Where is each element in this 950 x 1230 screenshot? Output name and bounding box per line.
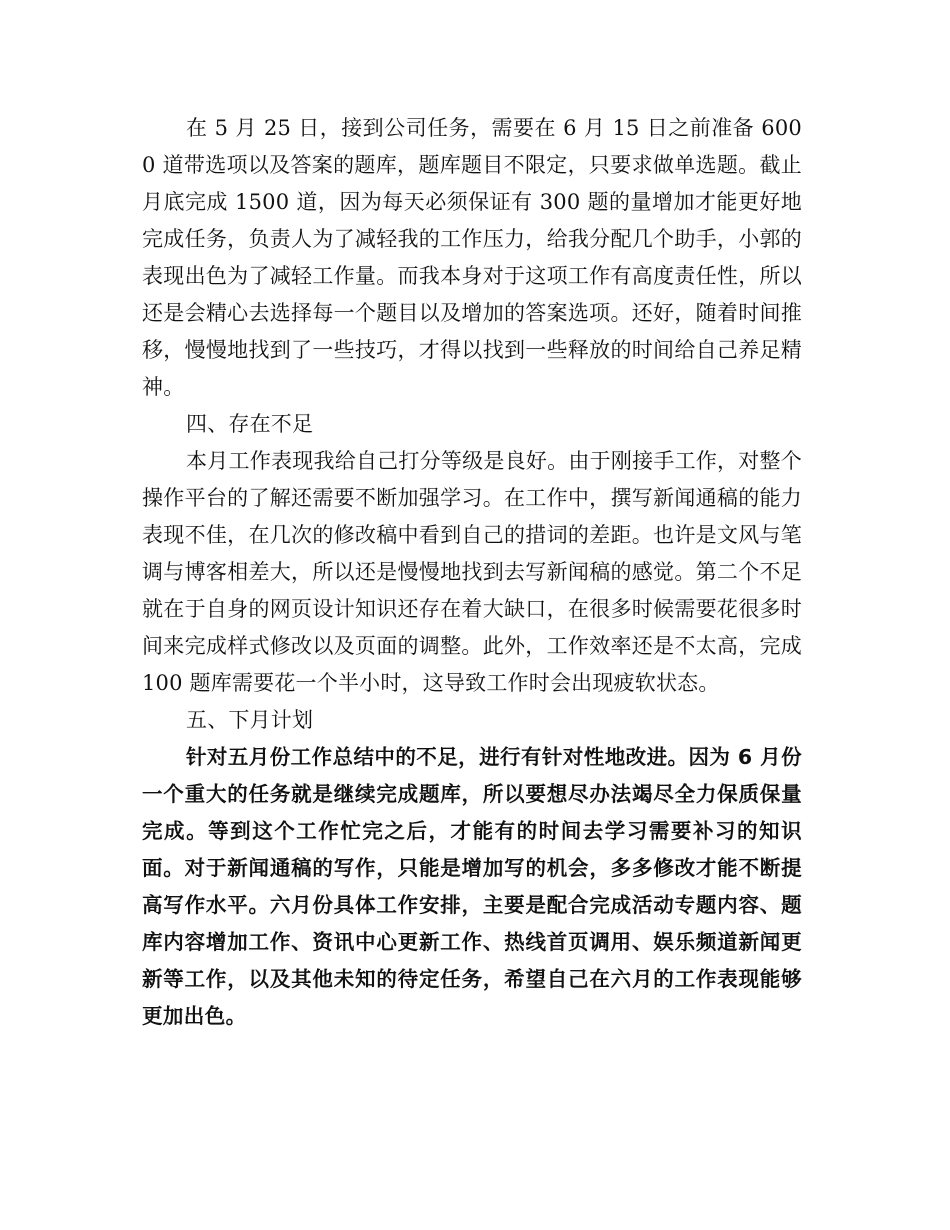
section-heading-shortcomings: 四、存在不足 (186, 412, 314, 436)
paragraph-task-progress: 在 5 月 25 日，接到公司任务，需要在 6 月 15 日之前准备 6000 道带选项以及答案的题库，题库题目不限定，只要求做单选题。截止月底完成 1500 道，因为每天必须保证有 300 题的量增加才能更好地完成任务，负责人为了减轻我的工作压力，给我分配几个助手，小郭的表现出色为了减轻工作量。而我本身对于这项工作有高度责任性，所以还是会精心去选择每一个题目以及增加的答案选项。还好，随着时间推移，慢慢地找到了一些技巧，才得以找到一些释放的时间给自己养足精神。 (142, 116, 802, 399)
paragraph-shortcomings: 本月工作表现我给自己打分等级是良好。由于刚接手工作，对整个操作平台的了解还需要不断加强学习。在工作中，撰写新闻通稿的能力表现不佳，在几次的修改稿中看到自己的措词的差距。也许是文风与笔调与博客相差大，所以还是慢慢地找到去写新闻稿的感觉。第二个不足就在于自身的网页设计知识还存在着大缺口，在很多时候需要花很多时间来完成样式修改以及页面的调整。此外，工作效率还是不太高，完成 100 题库需要花一个半小时，这导致工作时会出现疲软状态。 (142, 449, 802, 695)
document-body (142, 110, 802, 1035)
paragraph-next-month-plan: 针对五月份工作总结中的不足，进行有针对性地改进。因为 6 月份一个重大的任务就是继续完成题库，所以要想尽办法竭尽全力保质保量完成。等到这个工作忙完之后，才能有的时间去学习需要补习的知识面。对于新闻通稿的写作，只能是增加写的机会，多多修改才能不断提高写作水平。六月份具体工作安排，主要是配合完成活动专题内容、题库内容增加工作、资讯中心更新工作、热线首页调用、娱乐频道新闻更新等工作，以及其他未知的待定任务，希望自己在六月的工作表现能够更加出色。 (142, 745, 802, 1028)
section-heading-next-month-plan: 五、下月计划 (186, 708, 314, 732)
